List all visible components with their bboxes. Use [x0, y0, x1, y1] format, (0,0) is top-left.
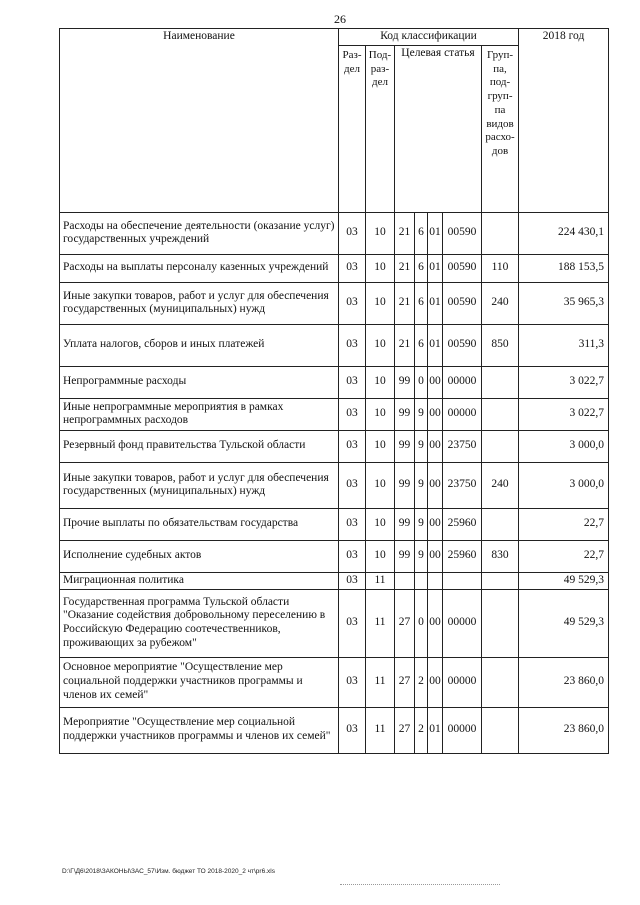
row-podrazdel: 10 — [366, 366, 395, 398]
table-row — [60, 589, 609, 657]
table-row — [60, 254, 609, 282]
row-podrazdel: 10 — [366, 324, 395, 366]
row-amount: 3 000,0 — [519, 430, 609, 462]
row-ts3 — [428, 572, 443, 589]
row-razdel: 03 — [339, 508, 366, 540]
row-podrazdel: 10 — [366, 540, 395, 572]
row-podrazdel: 10 — [366, 398, 395, 430]
row-name: Уплата налогов, сборов и иных платежей — [60, 324, 339, 366]
row-amount: 23 860,0 — [519, 707, 609, 753]
row-ts3: 01 — [428, 324, 443, 366]
row-vid — [482, 508, 519, 540]
row-ts1: 21 — [395, 254, 415, 282]
row-ts1: 99 — [395, 430, 415, 462]
row-ts4: 00000 — [443, 707, 482, 753]
row-podrazdel: 10 — [366, 282, 395, 324]
header-code-group: Код классификации — [339, 29, 519, 46]
row-ts4: 25960 — [443, 508, 482, 540]
row-amount: 49 529,3 — [519, 572, 609, 589]
row-name: Непрограммные расходы — [60, 366, 339, 398]
row-razdel: 03 — [339, 589, 366, 657]
row-ts3: 00 — [428, 657, 443, 707]
row-ts1: 27 — [395, 707, 415, 753]
row-ts1: 99 — [395, 366, 415, 398]
row-name: Прочие выплаты по обязательствам государства — [60, 508, 339, 540]
row-name: Государственная программа Тульской области "Оказание содействия добровольному переселению в Российскую Федерацию соотечественников, проживающих за рубежом" — [60, 589, 339, 657]
row-name: Резервный фонд правительства Тульской области — [60, 430, 339, 462]
row-ts2: 0 — [415, 366, 428, 398]
row-vid — [482, 572, 519, 589]
row-razdel: 03 — [339, 540, 366, 572]
row-ts1: 99 — [395, 462, 415, 508]
row-ts2: 6 — [415, 282, 428, 324]
row-podrazdel: 10 — [366, 462, 395, 508]
row-vid: 240 — [482, 462, 519, 508]
row-ts1: 99 — [395, 508, 415, 540]
row-ts3: 00 — [428, 398, 443, 430]
row-podrazdel: 11 — [366, 572, 395, 589]
row-ts2: 6 — [415, 212, 428, 254]
row-vid — [482, 366, 519, 398]
row-amount: 224 430,1 — [519, 212, 609, 254]
row-vid: 110 — [482, 254, 519, 282]
table-row — [60, 430, 609, 462]
table-row — [60, 398, 609, 430]
row-ts4: 23750 — [443, 462, 482, 508]
row-ts4: 00590 — [443, 254, 482, 282]
row-ts2: 9 — [415, 540, 428, 572]
row-ts1: 21 — [395, 212, 415, 254]
row-ts4: 00590 — [443, 282, 482, 324]
row-ts3: 00 — [428, 589, 443, 657]
page-number: 26 — [334, 12, 346, 26]
row-ts3: 01 — [428, 212, 443, 254]
row-podrazdel: 11 — [366, 657, 395, 707]
row-name: Расходы на обеспечение деятельности (оказание услуг) государственных учреждений — [60, 212, 339, 254]
row-podrazdel: 10 — [366, 430, 395, 462]
row-razdel: 03 — [339, 282, 366, 324]
row-ts1 — [395, 572, 415, 589]
table-row — [60, 324, 609, 366]
row-amount: 188 153,5 — [519, 254, 609, 282]
scan-artifact — [340, 880, 500, 885]
row-name: Расходы на выплаты персоналу казенных учреждений — [60, 254, 339, 282]
header-section: Раз- дел — [339, 45, 366, 212]
row-ts3: 00 — [428, 540, 443, 572]
row-ts3: 01 — [428, 707, 443, 753]
row-vid: 850 — [482, 324, 519, 366]
row-ts2: 0 — [415, 589, 428, 657]
row-ts1: 99 — [395, 540, 415, 572]
row-ts2 — [415, 572, 428, 589]
row-podrazdel: 11 — [366, 589, 395, 657]
row-podrazdel: 10 — [366, 508, 395, 540]
table-row — [60, 462, 609, 508]
row-vid — [482, 398, 519, 430]
row-amount: 49 529,3 — [519, 589, 609, 657]
row-vid: 240 — [482, 282, 519, 324]
row-ts3: 00 — [428, 508, 443, 540]
row-name: Мероприятие "Осуществление мер социальной поддержки участников программы и членов их семей" — [60, 707, 339, 753]
row-name: Миграционная политика — [60, 572, 339, 589]
row-ts2: 9 — [415, 430, 428, 462]
table-row — [60, 282, 609, 324]
row-ts4: 00000 — [443, 398, 482, 430]
footer-file-path: D:\Г\Д6\2018\ЗАКОНЫ\ЗАС_57\Изм. бюджет ТО 2018-2020_2 чт\pr6.xls — [62, 868, 275, 875]
row-razdel: 03 — [339, 254, 366, 282]
table-row — [60, 540, 609, 572]
row-ts2: 6 — [415, 324, 428, 366]
header-year: 2018 год — [519, 29, 609, 213]
row-ts3: 00 — [428, 366, 443, 398]
table-row — [60, 366, 609, 398]
row-ts2: 9 — [415, 398, 428, 430]
header-expense-group: Груп- па, под- груп- па видов расхо- дов — [482, 45, 519, 212]
row-ts4: 00000 — [443, 589, 482, 657]
row-amount: 23 860,0 — [519, 657, 609, 707]
row-amount: 3 022,7 — [519, 398, 609, 430]
row-ts4 — [443, 572, 482, 589]
row-ts3: 01 — [428, 282, 443, 324]
row-vid — [482, 212, 519, 254]
table-row — [60, 707, 609, 753]
row-amount: 3 000,0 — [519, 462, 609, 508]
table-body — [60, 212, 609, 753]
row-ts3: 00 — [428, 430, 443, 462]
row-podrazdel: 10 — [366, 254, 395, 282]
row-ts2: 2 — [415, 707, 428, 753]
row-name: Иные закупки товаров, работ и услуг для обеспечения государственных (муниципальных) нужд — [60, 282, 339, 324]
row-ts1: 21 — [395, 324, 415, 366]
row-ts2: 6 — [415, 254, 428, 282]
row-ts2: 9 — [415, 508, 428, 540]
row-ts1: 27 — [395, 657, 415, 707]
row-razdel: 03 — [339, 572, 366, 589]
row-ts1: 27 — [395, 589, 415, 657]
row-vid — [482, 589, 519, 657]
row-podrazdel: 11 — [366, 707, 395, 753]
row-amount: 35 965,3 — [519, 282, 609, 324]
row-ts4: 00000 — [443, 657, 482, 707]
row-ts4: 25960 — [443, 540, 482, 572]
table-row — [60, 508, 609, 540]
row-amount: 311,3 — [519, 324, 609, 366]
row-name: Иные закупки товаров, работ и услуг для обеспечения государственных (муниципальных) нужд — [60, 462, 339, 508]
row-ts4: 00590 — [443, 212, 482, 254]
row-razdel: 03 — [339, 398, 366, 430]
header-subsection: Под- раз- дел — [366, 45, 395, 212]
row-vid — [482, 707, 519, 753]
row-ts2: 9 — [415, 462, 428, 508]
row-ts1: 99 — [395, 398, 415, 430]
row-name: Основное мероприятие "Осуществление мер социальной поддержки участников программы и членов их семей" — [60, 657, 339, 707]
row-razdel: 03 — [339, 366, 366, 398]
row-ts4: 23750 — [443, 430, 482, 462]
row-vid: 830 — [482, 540, 519, 572]
row-ts4: 00590 — [443, 324, 482, 366]
row-razdel: 03 — [339, 707, 366, 753]
header-target-article: Целевая статья — [395, 45, 482, 212]
row-amount: 3 022,7 — [519, 366, 609, 398]
table-row — [60, 572, 609, 589]
header-name: Наименование — [60, 29, 339, 213]
row-razdel: 03 — [339, 657, 366, 707]
row-ts1: 21 — [395, 282, 415, 324]
row-ts3: 00 — [428, 462, 443, 508]
table-row — [60, 657, 609, 707]
row-razdel: 03 — [339, 324, 366, 366]
row-name: Иные непрограммные мероприятия в рамках непрограммных расходов — [60, 398, 339, 430]
row-name: Исполнение судебных актов — [60, 540, 339, 572]
row-amount: 22,7 — [519, 540, 609, 572]
row-vid — [482, 657, 519, 707]
row-ts2: 2 — [415, 657, 428, 707]
table-row — [60, 212, 609, 254]
row-vid — [482, 430, 519, 462]
row-amount: 22,7 — [519, 508, 609, 540]
row-ts4: 00000 — [443, 366, 482, 398]
row-podrazdel: 10 — [366, 212, 395, 254]
budget-table — [59, 28, 609, 754]
row-razdel: 03 — [339, 462, 366, 508]
row-razdel: 03 — [339, 430, 366, 462]
row-razdel: 03 — [339, 212, 366, 254]
row-ts3: 01 — [428, 254, 443, 282]
